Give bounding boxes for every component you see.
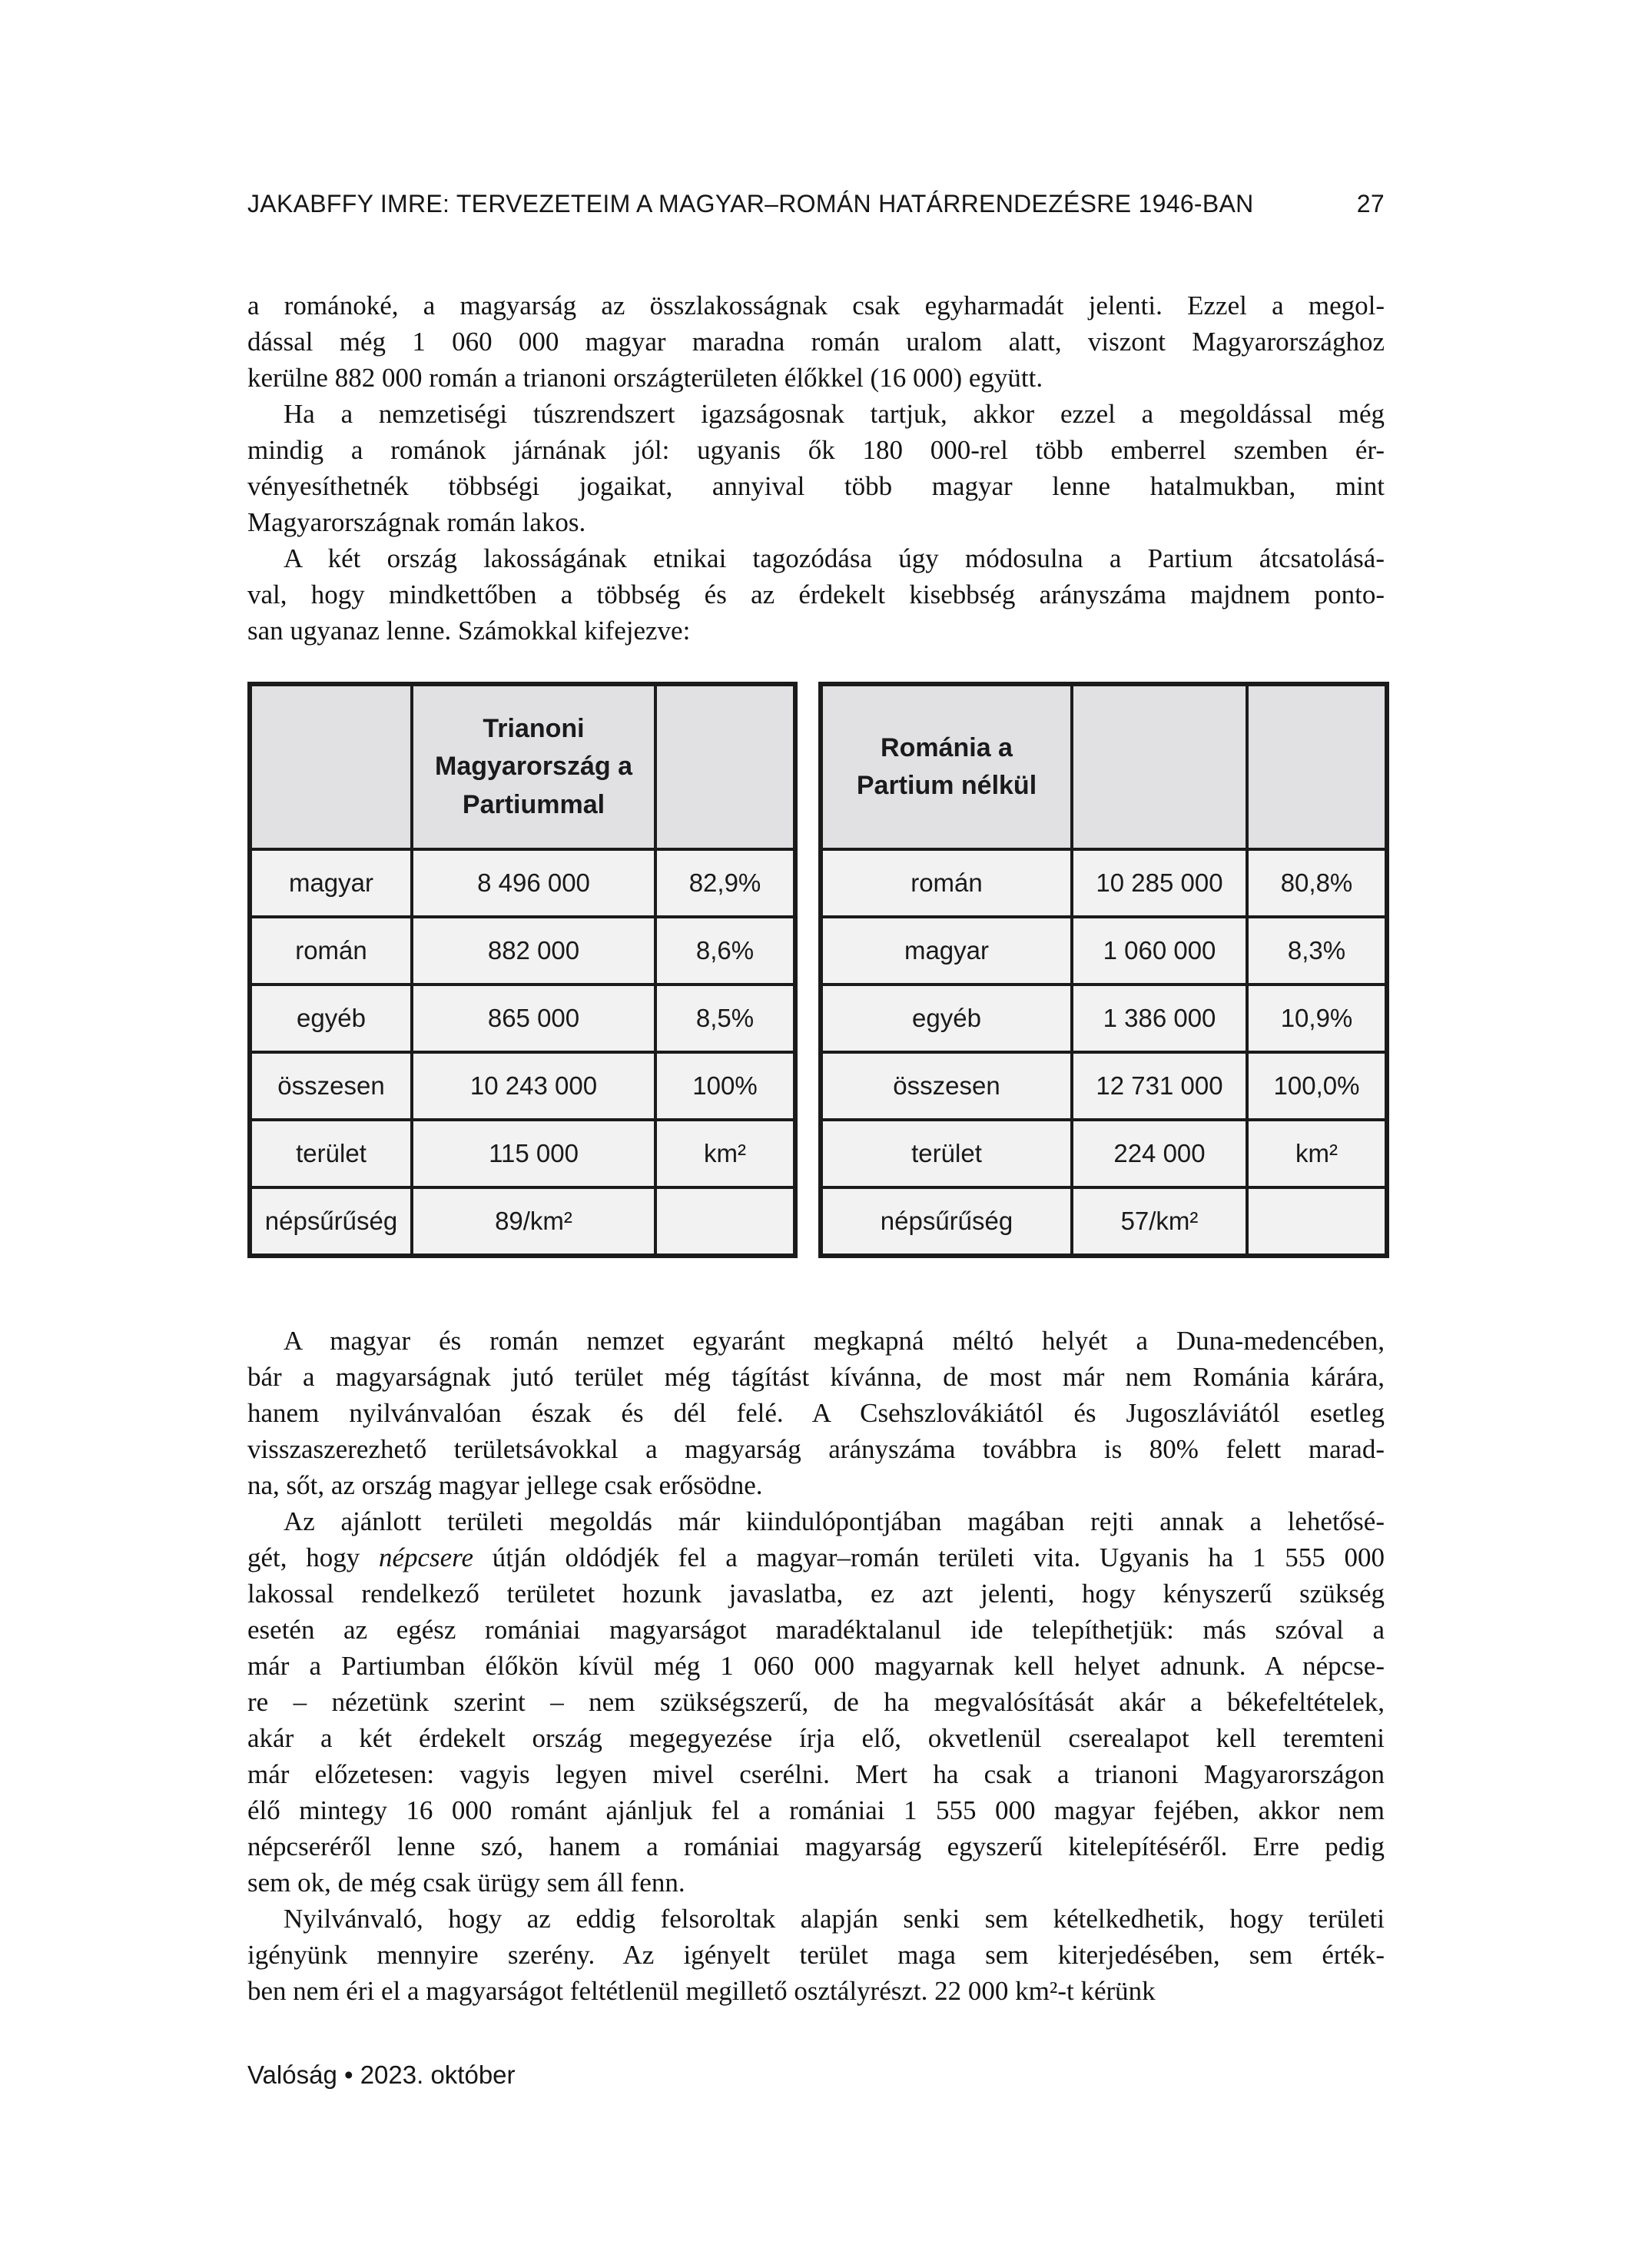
text-run: A magyar és román nemzet egyaránt megkapná méltó helyét a Duna-medencében, <box>284 1326 1385 1356</box>
text-run: mindig a románok járnának jól: ugyanis ők 180 000-rel több emberrel szemben ér- <box>247 435 1385 465</box>
text-line <box>247 576 1385 613</box>
paragraph <box>247 287 1385 396</box>
text-line <box>247 1684 1385 1720</box>
text-run: útján oldódjék fel a magyar–román területi vita. Ugyanis ha 1 555 000 <box>473 1542 1385 1572</box>
text-line <box>247 1973 1385 2009</box>
table-cell: 100,0% <box>1247 1052 1387 1120</box>
empty-header-cell <box>1247 684 1387 849</box>
text-run: kerülne 882 000 román a trianoni országterületen élőkkel (16 000) együtt. <box>247 363 1043 393</box>
running-header-title: JAKABFFY IMRE: TERVEZETEIM A MAGYAR–ROMÁN HATÁRRENDEZÉSRE 1946-BAN <box>247 190 1254 218</box>
table-cell: 1 060 000 <box>1072 917 1247 985</box>
table-cell: népsűrűség <box>821 1187 1072 1256</box>
table-cell: egyéb <box>250 985 412 1052</box>
text-run: ben nem éri el a magyarságot feltétlenül megillető osztályrészt. 22 000 km²-t kérünk <box>247 1976 1156 2006</box>
text-run: bár a magyarságnak jutó terület még tágítást kívánna, de most már nem Románia kárára, <box>247 1362 1385 1392</box>
table-row <box>250 985 795 1052</box>
text-line <box>247 287 1385 324</box>
table-cell: román <box>250 917 412 985</box>
table-cell: terület <box>821 1120 1072 1187</box>
page-number: 27 <box>1356 190 1385 218</box>
table-cell: 8,3% <box>1247 917 1387 985</box>
table-cell: 115 000 <box>412 1120 655 1187</box>
table-row <box>250 849 795 917</box>
table-row <box>821 985 1387 1052</box>
table-cell: 865 000 <box>412 985 655 1052</box>
text-run: esetén az egész romániai magyarságot maradéktalanul ide telepíthetjük: más szóval a <box>247 1615 1385 1645</box>
table-cell: 10 243 000 <box>412 1052 655 1120</box>
table-cell: magyar <box>821 917 1072 985</box>
text-run: Magyarországnak román lakos. <box>247 507 586 537</box>
text-line <box>247 396 1385 432</box>
paragraph <box>247 396 1385 540</box>
table-row <box>250 917 795 985</box>
table-row <box>821 1120 1387 1187</box>
table-row <box>821 1052 1387 1120</box>
empty-header-cell <box>1072 684 1247 849</box>
table-cell: 10,9% <box>1247 985 1387 1052</box>
table-cell: 89/km² <box>412 1187 655 1256</box>
table-row <box>250 1187 795 1256</box>
text-line <box>247 1648 1385 1684</box>
text-line <box>247 1467 1385 1503</box>
paragraph <box>247 1503 1385 1901</box>
paragraph <box>247 1901 1385 2009</box>
text-line <box>247 1323 1385 1359</box>
table-romania-without-partium <box>818 682 1389 1258</box>
statistics-table-pair <box>247 682 1389 1258</box>
table-cell: román <box>821 849 1072 917</box>
text-line <box>247 1576 1385 1612</box>
table-header-row <box>821 684 1387 849</box>
text-line <box>247 1792 1385 1828</box>
table-title-cell: Románia a Partium nélkül <box>821 684 1072 849</box>
text-line <box>247 1612 1385 1648</box>
text-run: sem ok, de még csak ürügy sem áll fenn. <box>247 1868 685 1898</box>
table-cell: 82,9% <box>655 849 795 917</box>
paragraph <box>247 540 1385 649</box>
text-run: re – nézetünk szerint – nem szükségszerű, de ha megvalósítását akár a békefeltételek, <box>247 1687 1385 1717</box>
text-line <box>247 1539 1385 1576</box>
text-line <box>247 504 1385 540</box>
text-run: Az ajánlott területi megoldás már kiindulópontjában magában rejti annak a lehetősé- <box>284 1506 1385 1536</box>
table-cell: 12 731 000 <box>1072 1052 1247 1120</box>
text-line <box>247 1720 1385 1756</box>
text-run: lakossal rendelkező területet hozunk javaslatba, ez azt jelenti, hogy kényszerű szükség <box>247 1579 1385 1609</box>
table-cell: összesen <box>821 1052 1072 1120</box>
text-line <box>247 1865 1385 1901</box>
table-cell <box>655 1187 795 1256</box>
table-cell: terület <box>250 1120 412 1187</box>
table-row <box>821 849 1387 917</box>
table-cell: 1 386 000 <box>1072 985 1247 1052</box>
text-line <box>247 613 1385 649</box>
table-cell: összesen <box>250 1052 412 1120</box>
text-run: san ugyanaz lenne. Számokkal kifejezve: <box>247 616 691 646</box>
journal-footer-text: Valóság • 2023. október <box>247 2060 516 2089</box>
text-line <box>247 1937 1385 1973</box>
text-run: dással még 1 060 000 magyar maradna román uralom alatt, viszont Magyarországhoz <box>247 327 1385 357</box>
text-run: val, hogy mindkettőben a többség és az érdekelt kisebbség arányszáma majdnem ponto- <box>247 579 1385 609</box>
text-run: élő mintegy 16 000 románt ajánljuk fel a romániai 1 555 000 magyar fejében, akkor nem <box>247 1795 1385 1825</box>
empty-header-cell <box>655 684 795 849</box>
text-line <box>247 1395 1385 1431</box>
body-text-after-table <box>247 1323 1385 2009</box>
table-cell: 10 285 000 <box>1072 849 1247 917</box>
text-line <box>247 468 1385 504</box>
table-row <box>250 1120 795 1187</box>
text-run: A két ország lakosságának etnikai tagozódása úgy módosulna a Partium átcsatolásá- <box>284 543 1385 573</box>
text-line <box>247 1828 1385 1865</box>
paragraph <box>247 1323 1385 1503</box>
table-row <box>821 917 1387 985</box>
table-cell: 57/km² <box>1072 1187 1247 1256</box>
body-text-before-table <box>247 287 1385 649</box>
table-cell: 80,8% <box>1247 849 1387 917</box>
text-line <box>247 1431 1385 1467</box>
text-line <box>247 1901 1385 1937</box>
table-cell: km² <box>655 1120 795 1187</box>
text-run: már előzetesen: vagyis legyen mivel cserélni. Mert ha csak a trianoni Magyarországon <box>247 1759 1385 1789</box>
text-run: a románoké, a magyarság az összlakosságnak csak egyharmadát jelenti. Ezzel a megol- <box>247 291 1385 320</box>
text-run: igényünk mennyire szerény. Az igényelt terület maga sem kiterjedésében, sem érték- <box>247 1940 1385 1970</box>
table-title-cell: Trianoni Magyarország a Partiummal <box>412 684 655 849</box>
text-run: gét, hogy <box>247 1542 379 1572</box>
text-run: vényesíthetnék többségi jogaikat, annyival több magyar lenne hatalmukban, mint <box>247 471 1385 501</box>
table-header-row <box>250 684 795 849</box>
text-line <box>247 1503 1385 1539</box>
italic-text-run: népcsere <box>378 1542 474 1572</box>
running-header <box>247 190 1385 218</box>
text-run: akár a két érdekelt ország megegyezése írja elő, okvetlenül cserealapot kell teremteni <box>247 1723 1385 1753</box>
text-line <box>247 540 1385 576</box>
table-cell: km² <box>1247 1120 1387 1187</box>
table-row <box>250 1052 795 1120</box>
table-cell: 224 000 <box>1072 1120 1247 1187</box>
text-line <box>247 1359 1385 1395</box>
text-run: népcseréről lenne szó, hanem a romániai magyarság egyszerű kitelepítéséről. Erre pedig <box>247 1831 1385 1861</box>
journal-footer <box>247 2060 516 2090</box>
table-cell <box>1247 1187 1387 1256</box>
table-cell: 100% <box>655 1052 795 1120</box>
text-run: Nyilvánvaló, hogy az eddig felsoroltak alapján senki sem kételkedhetik, hogy területi <box>284 1904 1385 1934</box>
text-run: hanem nyilvánvalóan észak és dél felé. A Csehszlovákiától és Jugoszláviától esetleg <box>247 1398 1385 1428</box>
empty-header-cell <box>250 684 412 849</box>
text-line <box>247 360 1385 396</box>
text-line <box>247 324 1385 360</box>
table-cell: 882 000 <box>412 917 655 985</box>
text-run: visszaszerezhető területsávokkal a magyarság arányszáma továbbra is 80% felett marad- <box>247 1434 1385 1464</box>
table-cell: 8,5% <box>655 985 795 1052</box>
text-run: Ha a nemzetiségi túszrendszert igazságosnak tartjuk, akkor ezzel a megoldással még <box>284 399 1385 429</box>
table-cell: 8,6% <box>655 917 795 985</box>
text-run: na, sőt, az ország magyar jellege csak erősödne. <box>247 1470 763 1500</box>
text-run: már a Partiumban élőkön kívül még 1 060 000 magyarnak kell helyet adnunk. A népcse- <box>247 1651 1385 1681</box>
table-trianon-hungary <box>247 682 798 1258</box>
table-cell: magyar <box>250 849 412 917</box>
table-cell: népsűrűség <box>250 1187 412 1256</box>
text-line <box>247 432 1385 468</box>
table-row <box>821 1187 1387 1256</box>
text-line <box>247 1756 1385 1792</box>
table-cell: egyéb <box>821 985 1072 1052</box>
table-cell: 8 496 000 <box>412 849 655 917</box>
